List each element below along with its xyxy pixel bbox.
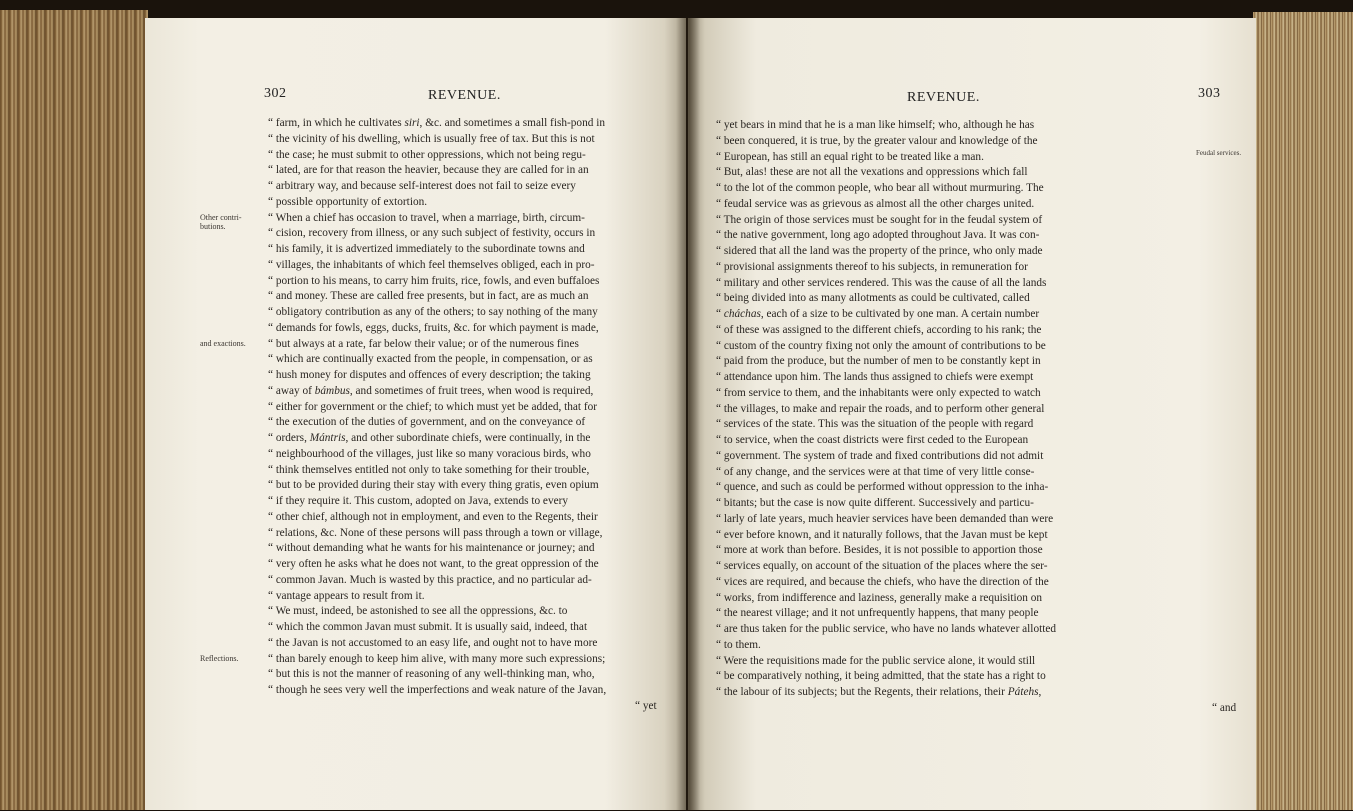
text-line: “ demands for fowls, eggs, ducks, fruits, &c. for which payment is made,	[268, 321, 599, 334]
text-line: “ to service, when the coast districts were first ceded to the European	[716, 434, 1029, 446]
text-line: “ military and other services rendered. This was the cause of all the lands	[716, 276, 1047, 289]
text-line: “ being divided into as many allotments as could be cultivated, called	[716, 292, 1030, 305]
text-line: “ villages, the inhabitants of which feel themselves obliged, each in pro-	[268, 258, 595, 271]
right-running-head: REVENUE.	[907, 90, 980, 105]
text-line: “ be comparatively nothing, it being admitted, that the state has a right to	[716, 670, 1046, 683]
text-line: “ services equally, on account of the situation of the places where the ser-	[716, 560, 1048, 572]
text-line: “ common Javan. Much is wasted by this practice, and no particular ad-	[268, 573, 592, 586]
text-line: “ vantage appears to result from it.	[268, 589, 425, 602]
text-line: “ yet	[635, 699, 657, 712]
text-line: “ which are continually exacted from the people, in compensation, or as	[268, 353, 593, 366]
text-line: “ Were the requisitions made for the public service alone, it would still	[716, 654, 1036, 667]
text-line: “ to them.	[716, 638, 761, 651]
text-line: “ ever before known, and it naturally follows, that the Javan must be kept	[716, 528, 1048, 541]
text-line: “ cháchas, each of a size to be cultivated by one man. A certain number	[716, 308, 1040, 320]
text-line: “ the labour of its subjects; but the Regents, their relations, their Pátehs,	[716, 686, 1042, 698]
text-line: “ either for government or the chief; to which must yet be added, that for	[268, 400, 598, 413]
text-line: “ arbitrary way, and because self-interest does not fail to seize every	[268, 180, 576, 192]
text-line: “ though he sees very well the imperfections and weak nature of the Javan,	[268, 684, 607, 696]
text-line: “ without demanding what he wants for his maintenance or journey; and	[268, 542, 595, 555]
text-line: “ neighbourhood of the villages, just like so many voracious birds, who	[268, 447, 591, 460]
text-line: “ and	[1212, 701, 1237, 714]
text-line: “ custom of the country fixing not only the amount of contributions to be	[716, 339, 1046, 352]
text-line: “ and money. These are called free presents, but in fact, are as much an	[268, 290, 589, 303]
right-page-number: 303	[1198, 86, 1221, 101]
text-line: “ more at work than before. Besides, it is not possible to apportion those	[716, 544, 1043, 557]
text-line: “ to the lot of the common people, who bear all without murmuring. The	[716, 182, 1044, 194]
text-line: “ bitants; but the case is now quite different. Successively and particu-	[716, 497, 1034, 509]
text-line: “ feudal service was as grievous as almost all the other charges united.	[716, 197, 1035, 210]
text-line: “ relations, &c. None of these persons will pass through a town or village,	[268, 526, 603, 539]
text-line: “ but always at a rate, far below their value; or of the numerous fines	[268, 337, 579, 350]
text-line: “ but this is not the manner of reasoning of any well-thinking man, who,	[268, 668, 595, 681]
text-line: “ attendance upon him. The lands thus assigned to chiefs were exempt	[716, 371, 1034, 383]
text-line: “ think themselves entitled not only to take something for their trouble,	[268, 463, 590, 476]
text-line: “ The origin of those services must be sought for in the feudal system of	[716, 213, 1043, 226]
text-line: “ from service to them, and the inhabitants were only expected to watch	[716, 386, 1041, 399]
text-line: “ hush money for disputes and offences of every description; the taking	[268, 369, 591, 381]
text-line: “ the Javan is not accustomed to an easy life, and ought not to have more	[268, 636, 598, 649]
text-line: “ the vicinity of his dwelling, which is usually free of tax. But this is not	[268, 132, 595, 145]
text-line: “ his family, it is advertized immediately to the subordinate towns and	[268, 243, 585, 255]
left-page-edges	[0, 10, 148, 810]
text-line: “ cision, recovery from illness, or any such subject of festivity, occurs in	[268, 227, 596, 240]
text-line: “ than barely enough to keep him alive, with many more such expressions;	[268, 652, 606, 665]
text-line: “ are thus taken for the public service, who have no lands whatever allotted	[716, 623, 1057, 635]
text-line: “ away of bámbus, and sometimes of fruit trees, when wood is required,	[268, 384, 594, 397]
margin-note: Reflections.	[200, 653, 239, 663]
left-page-number: 302	[264, 86, 287, 101]
text-line: “ the nearest village; and it not unfrequently happens, that many people	[716, 607, 1039, 620]
margin-note: and exactions.	[200, 338, 246, 348]
text-line: “ very often he asks what he does not want, to the great oppression of the	[268, 558, 599, 570]
margin-note: Other contri- butions.	[200, 212, 242, 231]
text-line: “ European, has still an equal right to be treated like a man.	[716, 150, 984, 163]
text-line: “ sidered that all the land was the property of the prince, who only made	[716, 245, 1043, 257]
text-line: “ other chief, although not in employment, and even to the Regents, their	[268, 510, 598, 523]
text-line: “ the execution of the duties of government, and on the conveyance of	[268, 416, 586, 429]
text-line: “ portion to his means, to carry him fruits, rice, fowls, and even buffaloes	[268, 274, 600, 287]
text-line: “ the villages, to make and repair the roads, and to perform other general	[716, 402, 1045, 415]
text-line: “ orders, Mántris, and other subordinate chiefs, were continually, in the	[268, 432, 591, 444]
text-line: “ the native government, long ago adopted throughout Java. It was con-	[716, 229, 1040, 242]
text-line: “ services of the state. This was the situation of the people with regard	[716, 418, 1034, 431]
text-line: “ provisional assignments thereof to his subjects, in remuneration for	[716, 260, 1028, 273]
text-line: “ of any change, and the services were at that time of very little conse-	[716, 465, 1035, 478]
text-line: “ the case; he must submit to other oppressions, which not being regu-	[268, 148, 586, 161]
text-line: “ if they require it. This custom, adopted on Java, extends to every	[268, 495, 569, 507]
margin-note: Feudal services.	[1196, 149, 1242, 158]
text-line: “ larly of late years, much heavier services have been demanded than were	[716, 512, 1054, 525]
text-line: “ but to be provided during their stay with every thing gratis, even opium	[268, 479, 599, 492]
text-line: “ vices are required, and because the chiefs, who have the direction of the	[716, 575, 1049, 588]
text-line: “ of these was assigned to the different chiefs, according to his rank; the	[716, 323, 1042, 336]
text-line: “ quence, and such as could be performed without oppression to the inha-	[716, 481, 1049, 494]
text-line: “ farm, in which he cultivates siri, &c. and sometimes a small fish-pond in	[268, 117, 605, 129]
text-line: “ been conquered, it is true, by the greater valour and knowledge of the	[716, 134, 1038, 147]
text-line: “ yet bears in mind that he is a man like himself; who, although he has	[716, 119, 1035, 131]
text-line: “ which the common Javan must submit. It is usually said, indeed, that	[268, 621, 588, 633]
text-line: “ works, from indifference and laziness, generally make a requisition on	[716, 591, 1043, 604]
text-line: “ government. The system of trade and fixed contributions did not admit	[716, 449, 1044, 462]
text-line: “ When a chief has occasion to travel, when a marriage, birth, circum-	[268, 211, 585, 224]
text-line: “ paid from the produce, but the number of men to be constantly kept in	[716, 355, 1041, 368]
book-gutter	[676, 18, 700, 810]
text-line: “ We must, indeed, be astonished to see all the oppressions, &c. to	[268, 605, 568, 618]
text-line: “ lated, are for that reason the heavier, because they are called for in an	[268, 164, 589, 177]
left-running-head: REVENUE.	[428, 88, 501, 103]
right-page-edges	[1253, 12, 1353, 810]
text-line: “ obligatory contribution as any of the others; to say nothing of the many	[268, 306, 598, 318]
text-line: “ But, alas! these are not all the vexations and oppressions which fall	[716, 166, 1028, 179]
text-line: “ possible opportunity of extortion.	[268, 195, 428, 208]
